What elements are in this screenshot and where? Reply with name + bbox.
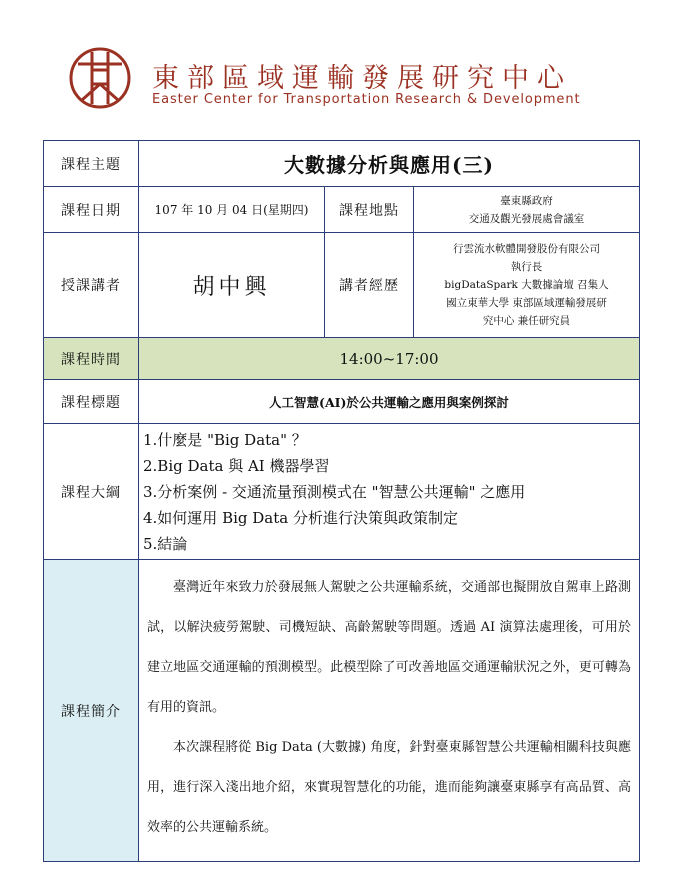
outline-row [44,424,640,560]
subject-row [44,380,640,424]
lecturer-row [44,233,640,338]
ectrd-logo-icon [68,46,132,110]
outline-item: 4.如何運用 Big Data 分析進行決策與政策制定 [143,508,458,527]
course-info-table [43,140,640,862]
time-label: 課程時間 [44,338,139,380]
course-time: 14:00~17:00 [139,338,640,380]
intro-label: 課程簡介 [44,560,139,862]
time-row [44,338,640,380]
subject-label: 課程標題 [44,380,139,424]
venue-label: 課程地點 [325,187,414,233]
date-row [44,187,640,233]
course-subject: 人工智慧(AI)於公共運輸之應用與案例探討 [139,380,640,424]
outline-label: 課程大綱 [44,424,139,560]
course-date: 107 年 10 月 04 日(星期四) [139,187,325,233]
intro-row [44,560,640,862]
intro-paragraph: 本次課程將從 Big Data (大數據) 角度，針對臺東縣智慧公共運輸相關科技與應用，進行深入淺出地介紹，來實現智慧化的功能，進而能夠讓臺東縣享有高品質、高效率的公共運輸系統。 [147,740,631,835]
topic-row [44,141,640,187]
outline-item: 5.結論 [143,534,188,553]
lecturer-label: 授課講者 [44,233,139,338]
bio-line: 國立東華大學 東部區域運輸發展研 [446,297,607,309]
course-venue [414,187,640,233]
lecturer-bio [414,233,640,338]
outline-item: 2.Big Data 與 AI 機器學習 [143,456,330,475]
venue-line-1: 臺東縣政府 [500,194,553,207]
topic-label: 課程主題 [44,141,139,187]
org-name-zh: 東部區域運輸發展研究中心 [152,63,572,94]
date-label: 課程日期 [44,187,139,233]
course-outline [139,424,640,560]
bio-line: 執行長 [510,261,543,273]
course-topic: 大數據分析與應用(三) [139,141,640,187]
org-name-en: Easter Center for Transportation Research & Development [152,92,581,107]
header [0,0,681,140]
lecturer-name: 胡中興 [139,233,325,338]
bio-line: bigDataSpark 大數據論壇 召集人 [444,279,609,291]
course-intro [139,560,640,862]
outline-item: 3.分析案例 - 交通流量預測模式在 "智慧公共運輸" 之應用 [143,482,526,501]
intro-paragraph: 臺灣近年來致力於發展無人駕駛之公共運輸系統，交通部也擬開放自駕車上路測試，以解決疲勞駕駛、司機短缺、高齡駕駛等問題。透過 AI 演算法處理後，可用於建立地區交通運輸的預測模型。此模型除了可改善地區交通運輸狀況之外，更可轉為有用的資訊。 [147,580,631,715]
outline-item: 1.什麼是 "Big Data" ？ [143,430,307,449]
bio-line: 行雲流水軟體開發股份有限公司 [453,243,600,255]
bio-line: 究中心 兼任研究員 [482,315,571,327]
venue-line-2: 交通及觀光發展處會議室 [468,212,585,225]
bio-label: 講者經歷 [325,233,414,338]
